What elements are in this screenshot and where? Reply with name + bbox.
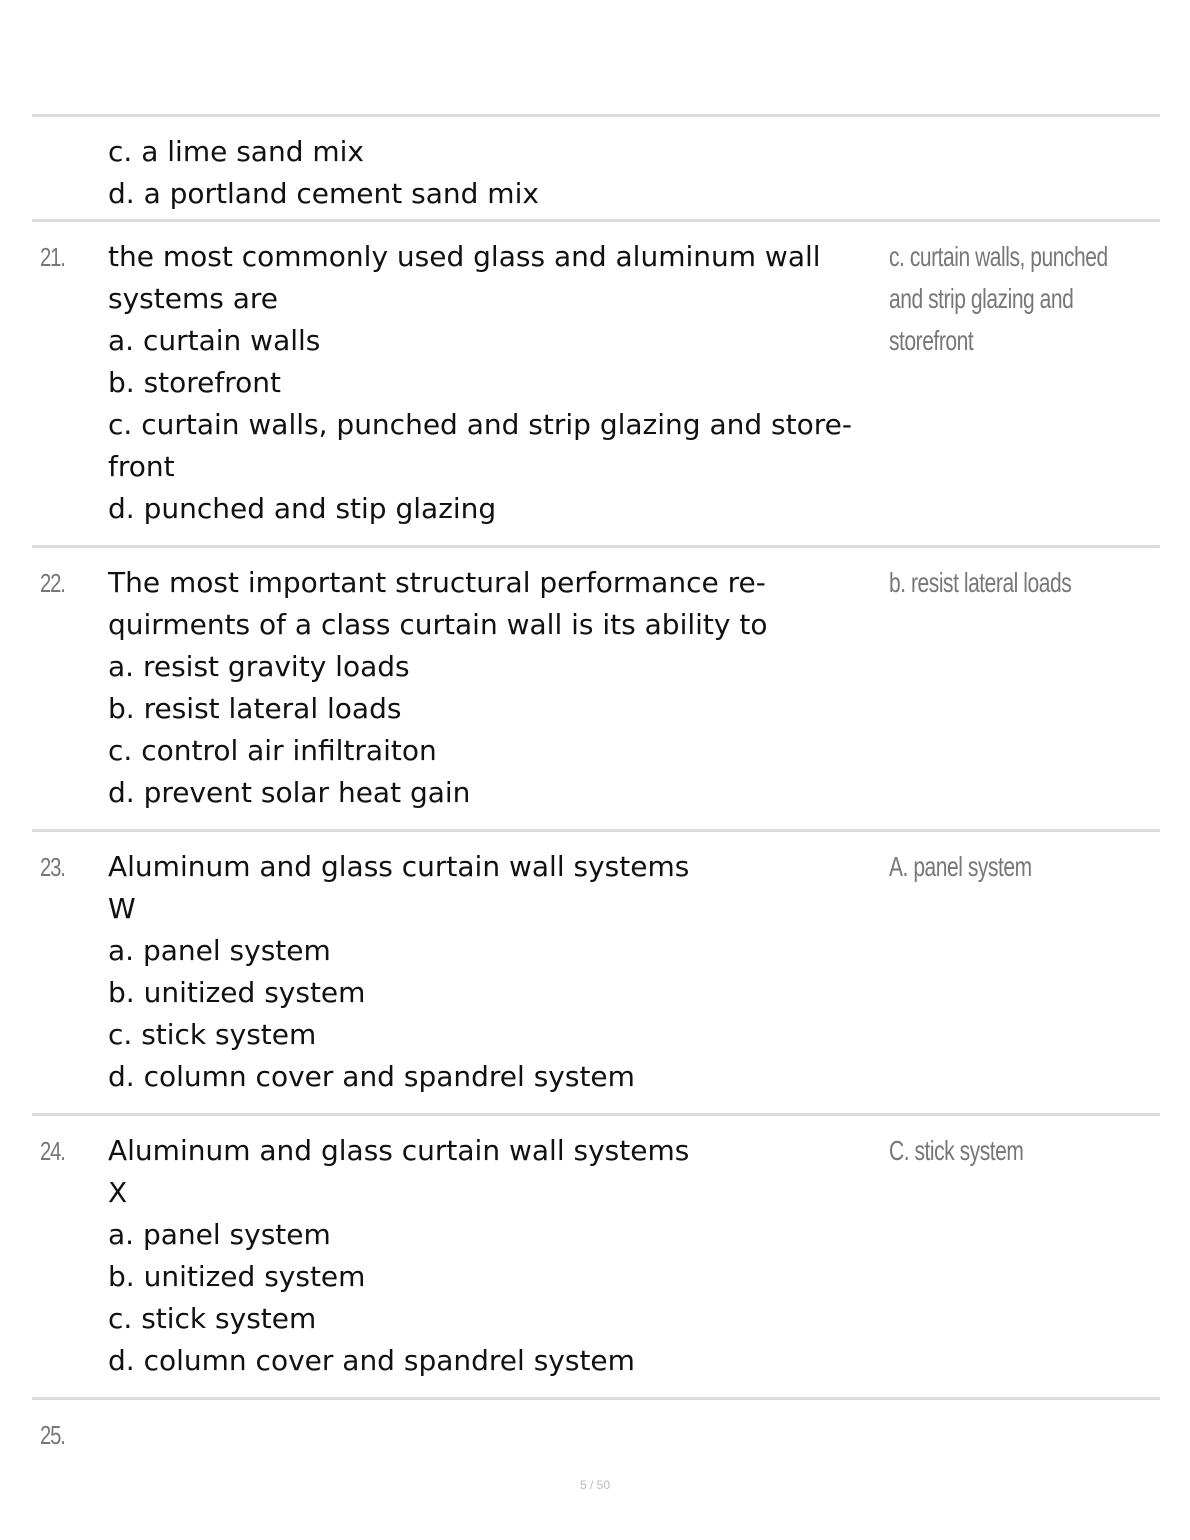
option-b: b. storefront — [108, 366, 282, 399]
question-number: 23. — [40, 852, 65, 882]
question-row-21 — [32, 219, 1160, 547]
option-c-continued: front — [108, 450, 175, 483]
option-d: d. column cover and spandrel system — [108, 1060, 635, 1093]
question-line: systems are — [108, 282, 278, 315]
question-row-25 — [32, 1397, 1160, 1477]
option-c: c. stick system — [108, 1302, 317, 1335]
option-d: d. column cover and spandrel system — [108, 1344, 635, 1377]
question-text — [108, 236, 888, 530]
answer-line: A. panel system — [889, 851, 1032, 882]
question-line: X — [108, 1176, 128, 1209]
continuation-options — [108, 131, 888, 215]
question-line: Aluminum and glass curtain wall systems — [108, 1134, 690, 1167]
answer-line: b. resist lateral loads — [889, 567, 1072, 598]
question-number: 21. — [40, 242, 65, 272]
option-a: a. panel system — [108, 934, 331, 967]
question-text — [108, 846, 888, 1098]
answer-line: storefront — [889, 325, 974, 356]
continuation-row — [32, 114, 1160, 221]
question-line: quirments of a class curtain wall is its ability to — [108, 608, 768, 641]
option-line: c. a lime sand mix — [108, 135, 365, 168]
answer-text — [889, 846, 1137, 888]
question-line: the most commonly used glass and aluminum wall — [108, 240, 821, 273]
option-a: a. panel system — [108, 1218, 331, 1251]
answer-text — [889, 1130, 1137, 1172]
question-row-23 — [32, 829, 1160, 1115]
option-a: a. resist gravity loads — [108, 650, 410, 683]
option-line: d. a portland cement sand mix — [108, 177, 539, 210]
option-b: b. unitized system — [108, 1260, 366, 1293]
option-b: b. resist lateral loads — [108, 692, 402, 725]
answer-line: C. stick system — [889, 1135, 1024, 1166]
question-row-24 — [32, 1113, 1160, 1399]
option-d: d. prevent solar heat gain — [108, 776, 471, 809]
question-line: W — [108, 892, 136, 925]
option-c: c. stick system — [108, 1018, 317, 1051]
answer-line: and strip glazing and — [889, 283, 1074, 314]
question-row-22 — [32, 545, 1160, 831]
answer-text — [889, 562, 1137, 604]
question-number: 25. — [40, 1420, 65, 1450]
option-a: a. curtain walls — [108, 324, 321, 357]
question-text — [108, 1130, 888, 1382]
answer-line: c. curtain walls, punched — [889, 241, 1108, 272]
option-d: d. punched and stip glazing — [108, 492, 497, 525]
option-c: c. curtain walls, punched and strip glazing and store- — [108, 408, 852, 441]
question-line: Aluminum and glass curtain wall systems — [108, 850, 690, 883]
answer-text — [889, 236, 1137, 362]
option-c: c. control air infiltraiton — [108, 734, 437, 767]
question-line: The most important structural performance re- — [108, 566, 766, 599]
page-indicator: 5 / 50 — [579, 1478, 611, 1492]
question-text — [108, 562, 888, 814]
option-b: b. unitized system — [108, 976, 366, 1009]
question-number: 24. — [40, 1136, 65, 1166]
question-number: 22. — [40, 568, 65, 598]
